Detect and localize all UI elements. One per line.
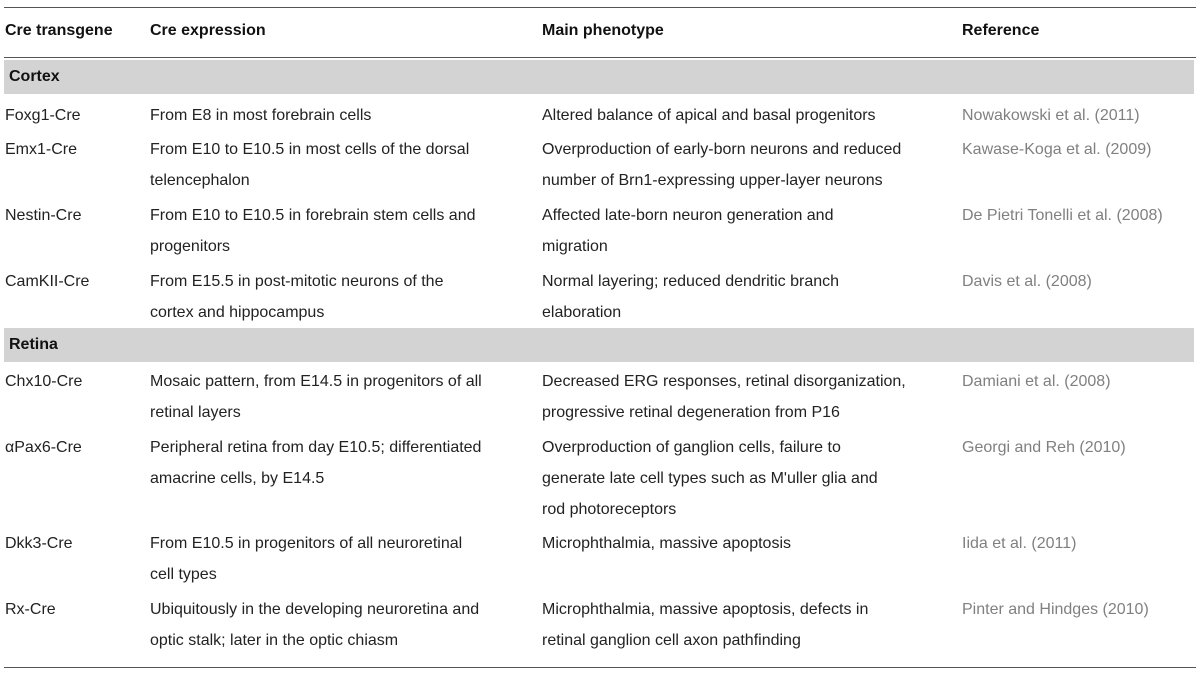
phenotype-cell-line: Microphthalmia, massive apoptosis, defects in <box>542 601 869 618</box>
phenotype-cell <box>542 200 952 262</box>
phenotype-cell-line: Decreased ERG responses, retinal disorganization, <box>542 373 906 390</box>
transgene-cell <box>5 594 140 625</box>
phenotype-cell-line: Overproduction of ganglion cells, failure to <box>542 439 841 456</box>
reference-cell-line: Iida et al. (2011) <box>962 535 1077 552</box>
transgene-cell <box>5 200 140 231</box>
expression-cell-line: Mosaic pattern, from E14.5 in progenitors of all <box>150 373 482 390</box>
expression-cell-line: amacrine cells, by E14.5 <box>150 470 325 487</box>
transgene-cell <box>5 266 140 297</box>
top-rule <box>4 7 1196 8</box>
expression-cell <box>150 100 530 131</box>
expression-cell-line: cortex and hippocampus <box>150 304 325 321</box>
phenotype-cell-line: rod photoreceptors <box>542 501 677 518</box>
transgene-cell-line: Nestin-Cre <box>5 207 82 224</box>
header-reference: Reference <box>962 22 1040 39</box>
header-transgene: Cre transgene <box>5 22 113 39</box>
reference-cell-line: Damiani et al. (2008) <box>962 373 1111 390</box>
bottom-rule <box>4 667 1196 668</box>
phenotype-cell-line: Overproduction of early-born neurons and reduced <box>542 141 902 158</box>
expression-cell-line: From E15.5 in post-mitotic neurons of the <box>150 273 444 290</box>
transgene-cell-line: Chx10-Cre <box>5 373 83 390</box>
transgene-cell <box>5 134 140 165</box>
reference-cell <box>962 594 1197 625</box>
reference-cell <box>962 528 1197 559</box>
expression-cell-line: telencephalon <box>150 172 250 189</box>
transgene-cell <box>5 432 140 463</box>
phenotype-cell <box>542 528 952 559</box>
transgene-cell-line: Emx1-Cre <box>5 141 78 158</box>
transgene-cell <box>5 100 140 131</box>
header-rule <box>4 57 1196 58</box>
reference-cell-line: De Pietri Tonelli et al. (2008) <box>962 207 1163 224</box>
reference-cell-line: Georgi and Reh (2010) <box>962 439 1126 456</box>
reference-cell <box>962 366 1197 397</box>
transgene-cell-line: CamKII-Cre <box>5 273 90 290</box>
expression-cell <box>150 266 530 328</box>
header-phenotype: Main phenotype <box>542 22 664 39</box>
expression-cell <box>150 200 530 262</box>
phenotype-cell <box>542 366 952 428</box>
transgene-cell <box>5 528 140 559</box>
reference-cell <box>962 200 1197 231</box>
reference-cell <box>962 266 1197 297</box>
transgene-cell-line: Foxg1-Cre <box>5 107 81 124</box>
expression-cell-line: progenitors <box>150 238 231 255</box>
phenotype-cell-line: Normal layering; reduced dendritic branch <box>542 273 840 290</box>
phenotype-cell <box>542 266 952 328</box>
phenotype-cell-line: migration <box>542 238 608 255</box>
transgene-cell-line: Dkk3-Cre <box>5 535 73 552</box>
expression-cell-line: retinal layers <box>150 404 241 421</box>
phenotype-cell <box>542 594 952 656</box>
expression-cell-line: From E10 to E10.5 in most cells of the dorsal <box>150 141 470 158</box>
expression-cell <box>150 594 530 656</box>
section-label-cortex: Cortex <box>9 68 60 85</box>
reference-cell-line: Nowakowski et al. (2011) <box>962 107 1140 124</box>
reference-cell-line: Davis et al. (2008) <box>962 273 1092 290</box>
transgene-cell-line: Rx-Cre <box>5 601 56 618</box>
phenotype-cell <box>542 100 952 131</box>
section-band-cortex <box>4 60 1194 94</box>
reference-cell-line: Pinter and Hindges (2010) <box>962 601 1149 618</box>
expression-cell <box>150 528 530 590</box>
transgene-cell <box>5 366 140 397</box>
expression-cell <box>150 366 530 428</box>
expression-cell-line: optic stalk; later in the optic chiasm <box>150 632 399 649</box>
expression-cell-line: From E10 to E10.5 in forebrain stem cells and <box>150 207 476 224</box>
header-expression: Cre expression <box>150 22 266 39</box>
phenotype-cell <box>542 134 952 196</box>
expression-cell-line: Ubiquitously in the developing neuroretina and <box>150 601 480 618</box>
phenotype-cell-line: generate late cell types such as Mʹuller glia and <box>542 470 878 487</box>
phenotype-cell-line: number of Brn1-expressing upper-layer neurons <box>542 172 883 189</box>
phenotype-cell-line: Affected late-born neuron generation and <box>542 207 834 224</box>
reference-cell <box>962 432 1197 463</box>
expression-cell <box>150 432 530 494</box>
transgene-cell-line: αPax6-Cre <box>5 439 82 456</box>
phenotype-cell-line: elaboration <box>542 304 622 321</box>
phenotype-cell-line: progressive retinal degeneration from P16 <box>542 404 840 421</box>
reference-cell <box>962 100 1197 131</box>
section-label-retina: Retina <box>9 336 58 353</box>
expression-cell-line: Peripheral retina from day E10.5; differentiated <box>150 439 482 456</box>
phenotype-cell-line: retinal ganglion cell axon pathfinding <box>542 632 801 649</box>
reference-cell-line: Kawase-Koga et al. (2009) <box>962 141 1152 158</box>
expression-cell-line: From E8 in most forebrain cells <box>150 107 372 124</box>
expression-cell-line: From E10.5 in progenitors of all neuroretinal <box>150 535 463 552</box>
section-band-retina <box>4 328 1194 362</box>
expression-cell <box>150 134 530 196</box>
phenotype-cell-line: Microphthalmia, massive apoptosis <box>542 535 791 552</box>
reference-cell <box>962 134 1197 165</box>
expression-cell-line: cell types <box>150 566 217 583</box>
phenotype-cell-line: Altered balance of apical and basal progenitors <box>542 107 876 124</box>
phenotype-cell <box>542 432 952 525</box>
